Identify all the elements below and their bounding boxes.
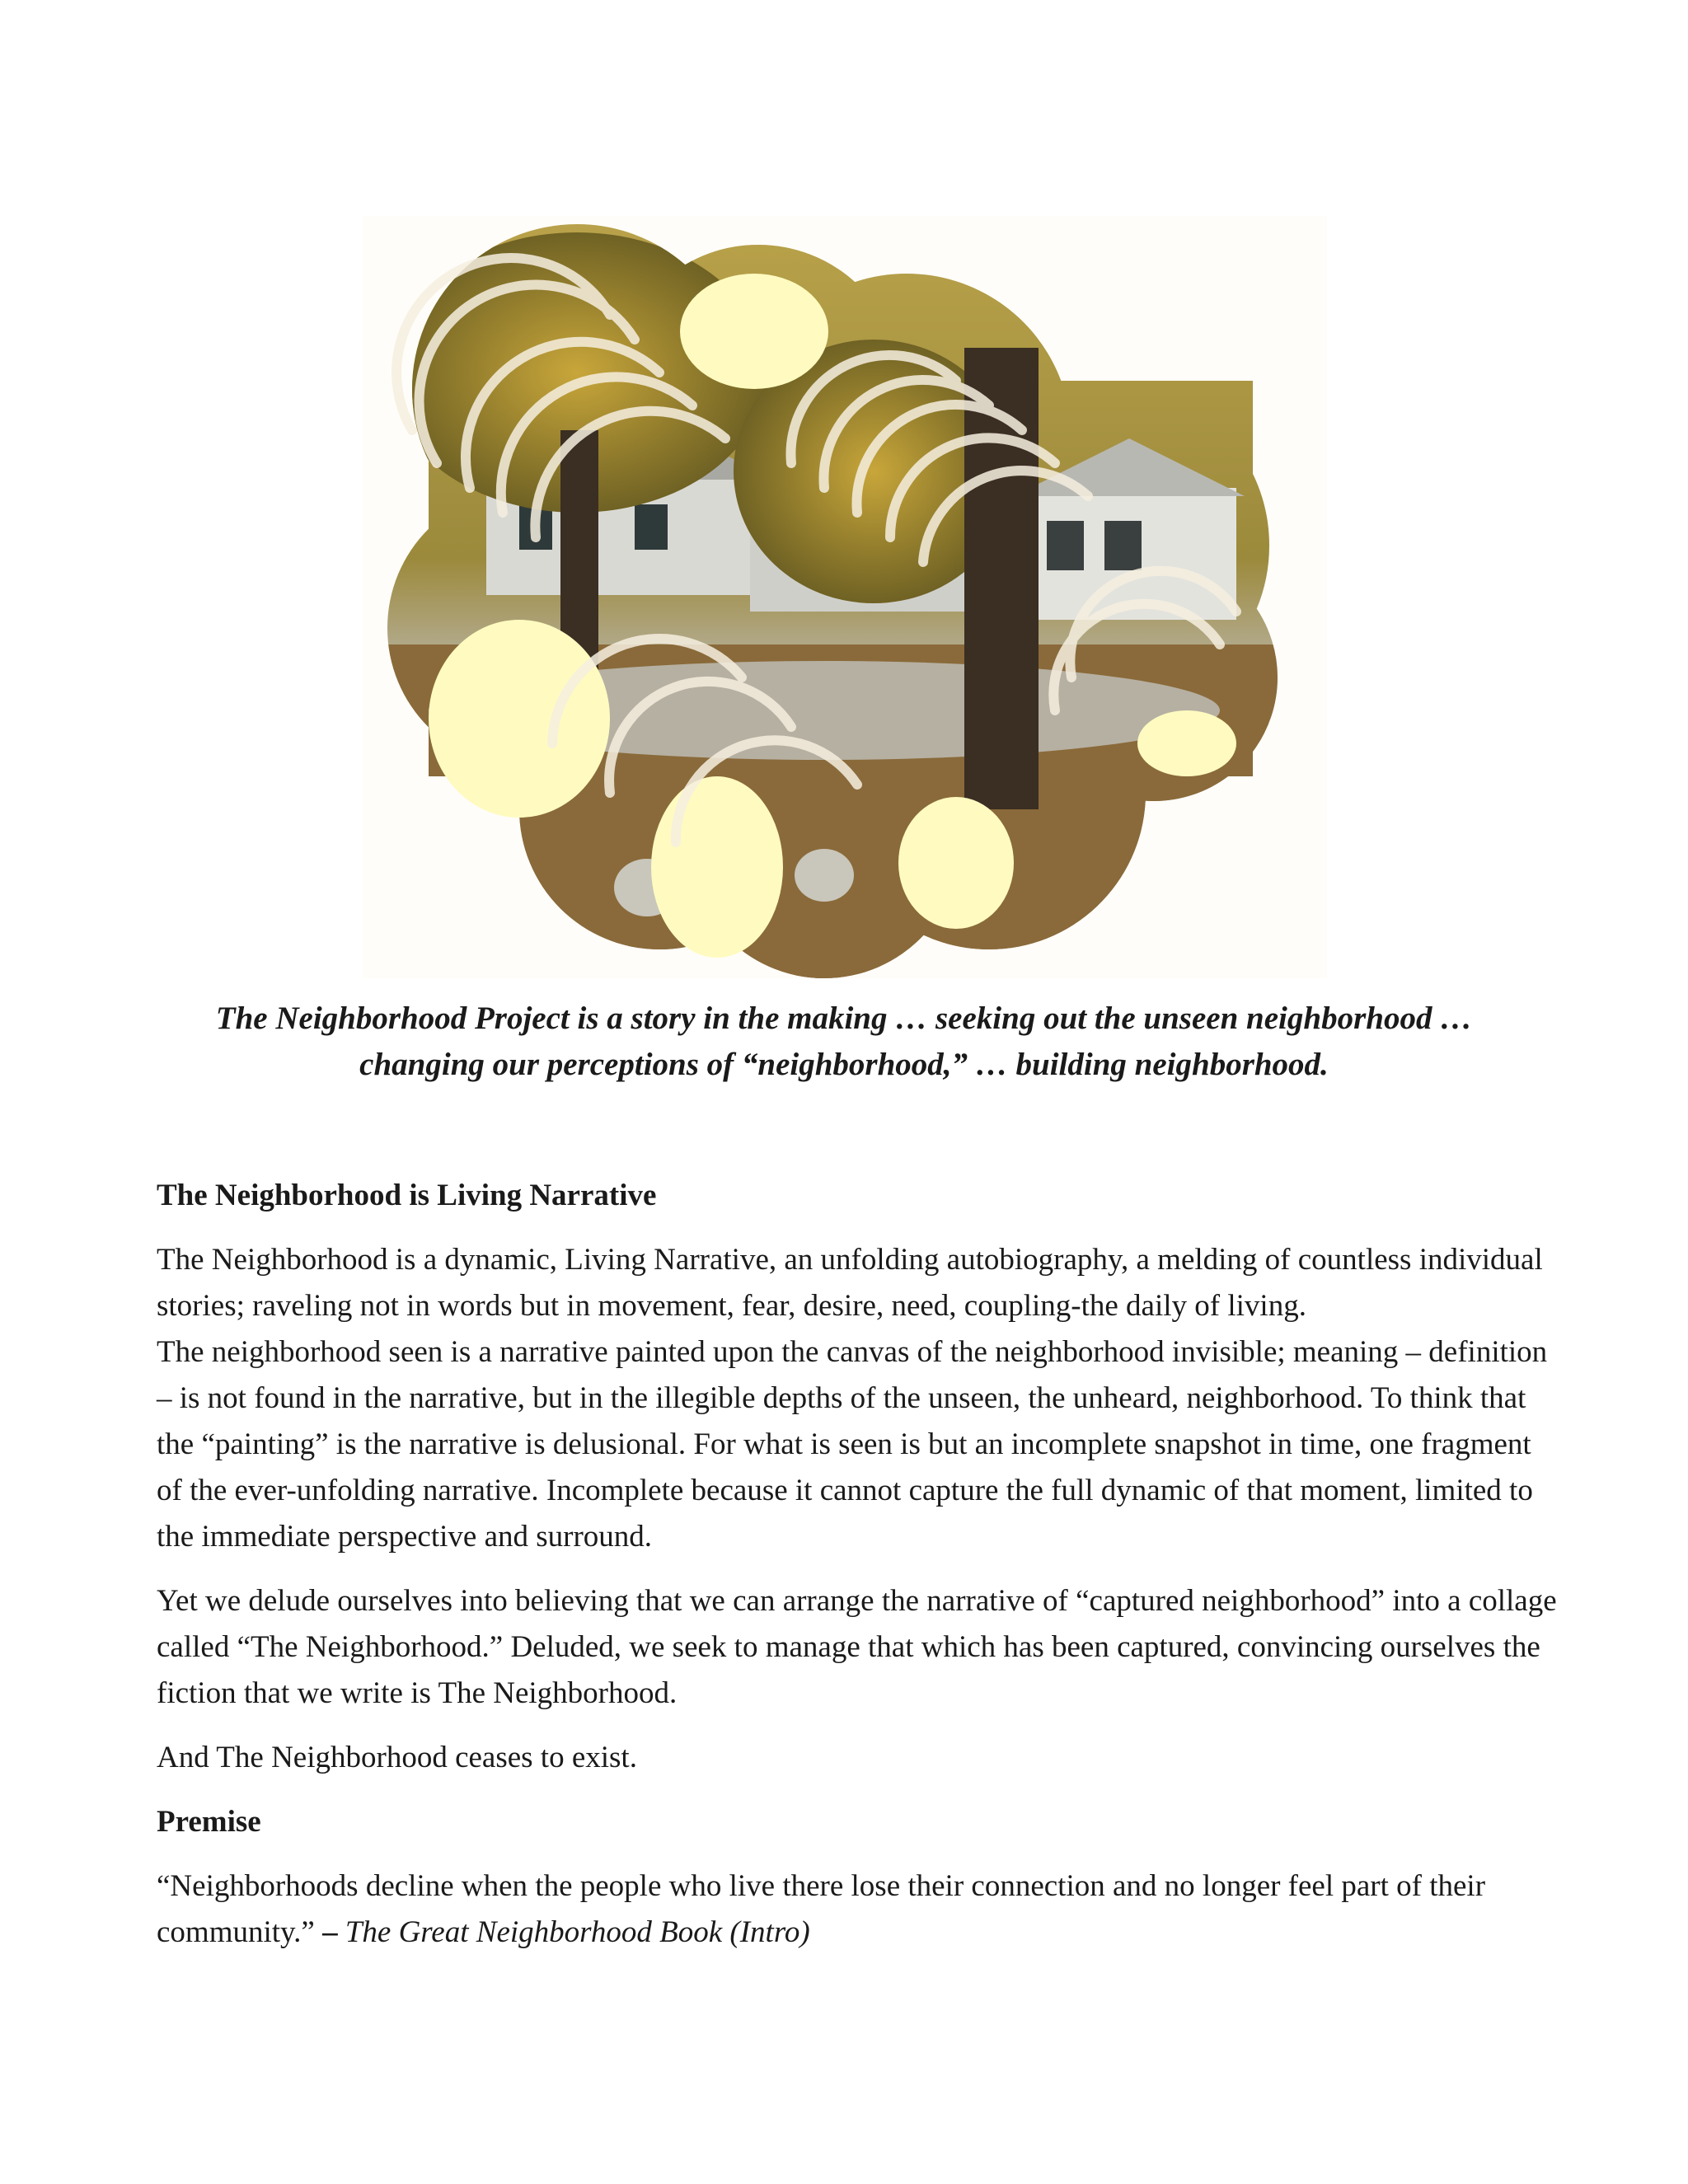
- neighborhood-collage-image: [363, 216, 1327, 978]
- caption-line-2: changing our perceptions of “neighborhood,” … building neighborhood.: [359, 1047, 1329, 1082]
- paragraph-1: The Neighborhood is a dynamic, Living Narrative, an unfolding autobiography, a melding of countless individual stories; raveling not in words but in movement, fear, desire, need, coupling-the daily of living.: [157, 1243, 1543, 1323]
- paragraph-2: The neighborhood seen is a narrative painted upon the canvas of the neighborhood invisible; meaning – definition – is not found in the narrative, but in the illegible depths of the unseen, the unheard, neighborhood. To think that the “painting” is the narrative is delusional. For what is seen is but an incomplete snapshot in time, one fragment of the ever-unfolding narrative. Incomplete because it cannot capture the full dynamic of that moment, limited to the immediate perspective and surround.: [157, 1335, 1548, 1554]
- premise-quote: [157, 1863, 1558, 1956]
- document-body: [157, 1173, 1558, 1974]
- image-caption: [124, 996, 1564, 1088]
- quote-dash: –: [314, 1915, 345, 1949]
- section-heading-living-narrative: The Neighborhood is Living Narrative: [157, 1179, 657, 1212]
- paragraph-4: And The Neighborhood ceases to exist.: [157, 1741, 637, 1774]
- quote-source: The Great Neighborhood Book (Intro): [345, 1915, 810, 1949]
- caption-line-1: The Neighborhood Project is a story in the making … seeking out the unseen neighborhood …: [215, 1001, 1473, 1036]
- quote-text: “Neighborhoods decline when the people who live there lose their connection and no longer feel part of their community.”: [157, 1869, 1486, 1949]
- paragraph-3: Yet we delude ourselves into believing that we can arrange the narrative of “captured neighborhood” into a collage called “The Neighborhood.” Deluded, we seek to manage that which has been captured, convincing ourselves the fiction that we write is The Neighborhood.: [157, 1584, 1557, 1710]
- section-heading-premise: Premise: [157, 1805, 261, 1839]
